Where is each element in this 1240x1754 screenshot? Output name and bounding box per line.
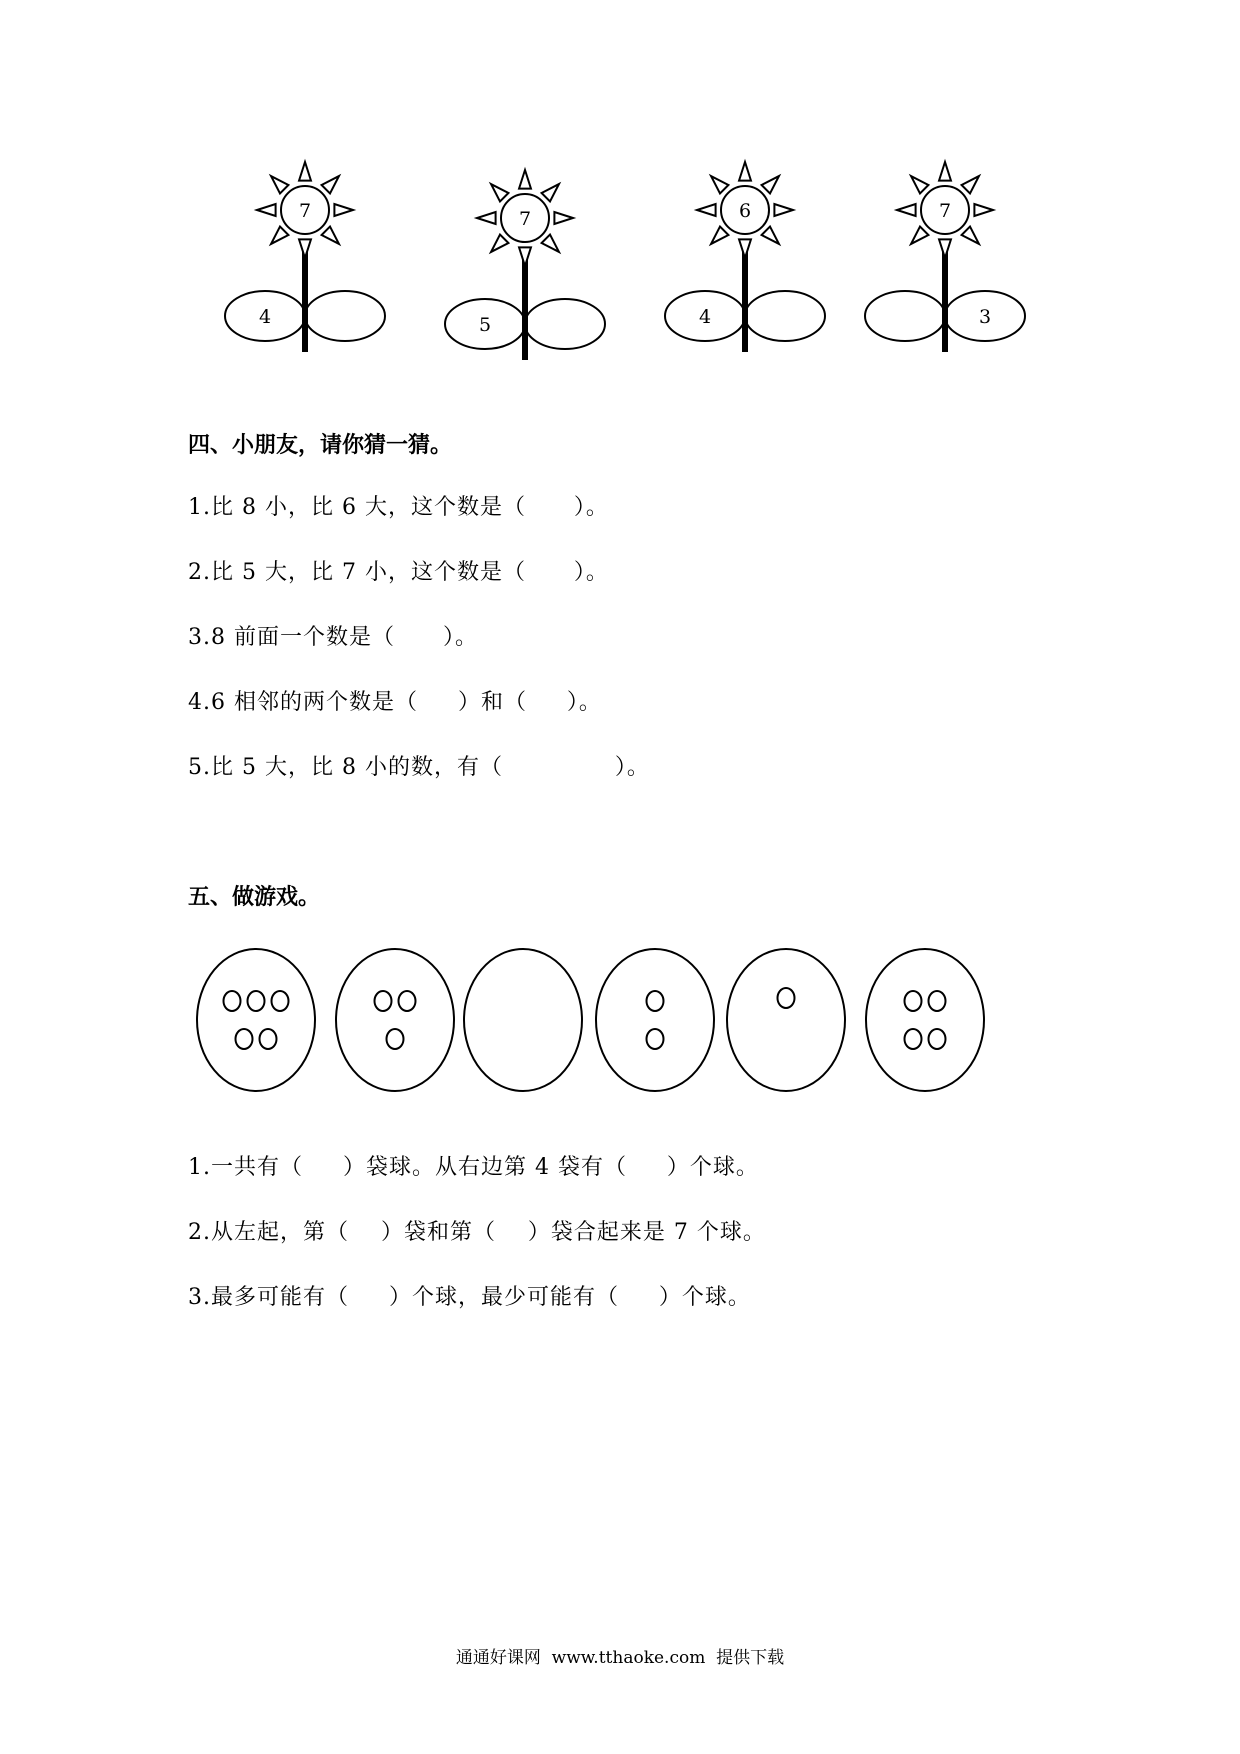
ball: [647, 991, 664, 1011]
ball: [929, 991, 946, 1011]
flower-right-leaf: [305, 291, 385, 341]
sun-ray: [542, 235, 559, 252]
ball: [387, 1029, 404, 1049]
ball: [905, 1029, 922, 1049]
ball: [224, 991, 241, 1011]
sun-number: 7: [938, 200, 952, 222]
sun-ray: [774, 204, 793, 216]
ball: [236, 1029, 253, 1049]
flower: [445, 170, 605, 360]
sun-ray: [519, 247, 531, 266]
flower-right-leaf: [745, 291, 825, 341]
section-4-question-3: 3.8 前面一个数是（ ）。: [188, 625, 478, 650]
sun-ray: [939, 162, 951, 181]
sun-ray: [739, 239, 751, 258]
ball-bag: [464, 949, 582, 1091]
sun-ray: [491, 235, 508, 252]
sun-ray: [299, 162, 311, 181]
ball: [272, 991, 289, 1011]
left-leaf-number: 4: [698, 306, 712, 328]
sun-ray: [271, 227, 288, 244]
sun-ray: [299, 239, 311, 258]
sun-ray: [939, 239, 951, 258]
sun-ray: [974, 204, 993, 216]
ball-bag: [866, 949, 984, 1091]
section-4-question-4: 4.6 相邻的两个数是（ ）和（ ）。: [188, 690, 602, 715]
sun-ray: [962, 227, 979, 244]
flower: [665, 162, 825, 352]
sun-ray: [711, 227, 728, 244]
bag-outline: [866, 949, 984, 1091]
sun-ray: [542, 184, 559, 201]
ball: [905, 991, 922, 1011]
sun-number: 6: [738, 200, 752, 222]
ball-bags-diagram: [0, 940, 1240, 1110]
sun-ray: [962, 176, 979, 193]
bag-outline: [464, 949, 582, 1091]
sun-number: 7: [298, 200, 312, 222]
sun-ray: [477, 212, 496, 224]
bag-outline: [727, 949, 845, 1091]
ball-bag: [596, 949, 714, 1091]
sun-ray: [519, 170, 531, 189]
ball-bag: [197, 949, 315, 1091]
ball-bag: [336, 949, 454, 1091]
bag-outline: [596, 949, 714, 1091]
ball: [375, 991, 392, 1011]
ball: [399, 991, 416, 1011]
sun-ray: [911, 176, 928, 193]
sun-ray: [711, 176, 728, 193]
sun-ray: [762, 176, 779, 193]
flower-left-leaf: [865, 291, 945, 341]
sun-ray: [697, 204, 716, 216]
sun-ray: [911, 227, 928, 244]
sun-ray: [491, 184, 508, 201]
left-leaf-number: 4: [258, 306, 272, 328]
ball: [647, 1029, 664, 1049]
sun-ray: [762, 227, 779, 244]
ball: [248, 991, 265, 1011]
sun-ray: [334, 204, 353, 216]
section-4-question-1: 1.比 8 小，比 6 大，这个数是（ ）。: [188, 495, 609, 520]
section-4-question-5: 5.比 5 大，比 8 小的数，有（ ）。: [188, 755, 650, 780]
section-5-question-3: 3.最多可能有（ ）个球，最少可能有（ ）个球。: [188, 1285, 751, 1310]
sun-ray: [322, 176, 339, 193]
sun-ray: [322, 227, 339, 244]
ball-bag: [727, 949, 845, 1091]
section-4-question-2: 2.比 5 大，比 7 小，这个数是（ ）。: [188, 560, 609, 585]
left-leaf-number: 5: [478, 314, 492, 336]
sun-ray: [257, 204, 276, 216]
sun-ray: [897, 204, 916, 216]
sun-number: 7: [518, 208, 532, 230]
section-4-heading: 四、小朋友，请你猜一猜。: [188, 433, 453, 458]
bag-outline: [336, 949, 454, 1091]
flower: [865, 162, 1025, 352]
flower-diagram: [0, 0, 1240, 380]
ball: [260, 1029, 277, 1049]
section-5-heading: 五、做游戏。: [188, 885, 321, 910]
sun-ray: [739, 162, 751, 181]
ball: [778, 988, 795, 1008]
right-leaf-number: 3: [978, 306, 992, 328]
sun-ray: [271, 176, 288, 193]
flower-right-leaf: [525, 299, 605, 349]
footer-credit: 通通好课网 www.tthaoke.com 提供下载: [455, 1648, 785, 1668]
sun-ray: [554, 212, 573, 224]
section-5-question-1: 1.一共有（ ）袋球。从右边第 4 袋有（ ）个球。: [188, 1155, 759, 1180]
section-5-question-2: 2.从左起，第（ ）袋和第（ ）袋合起来是 7 个球。: [188, 1220, 766, 1245]
ball: [929, 1029, 946, 1049]
flower: [225, 162, 385, 352]
bag-outline: [197, 949, 315, 1091]
